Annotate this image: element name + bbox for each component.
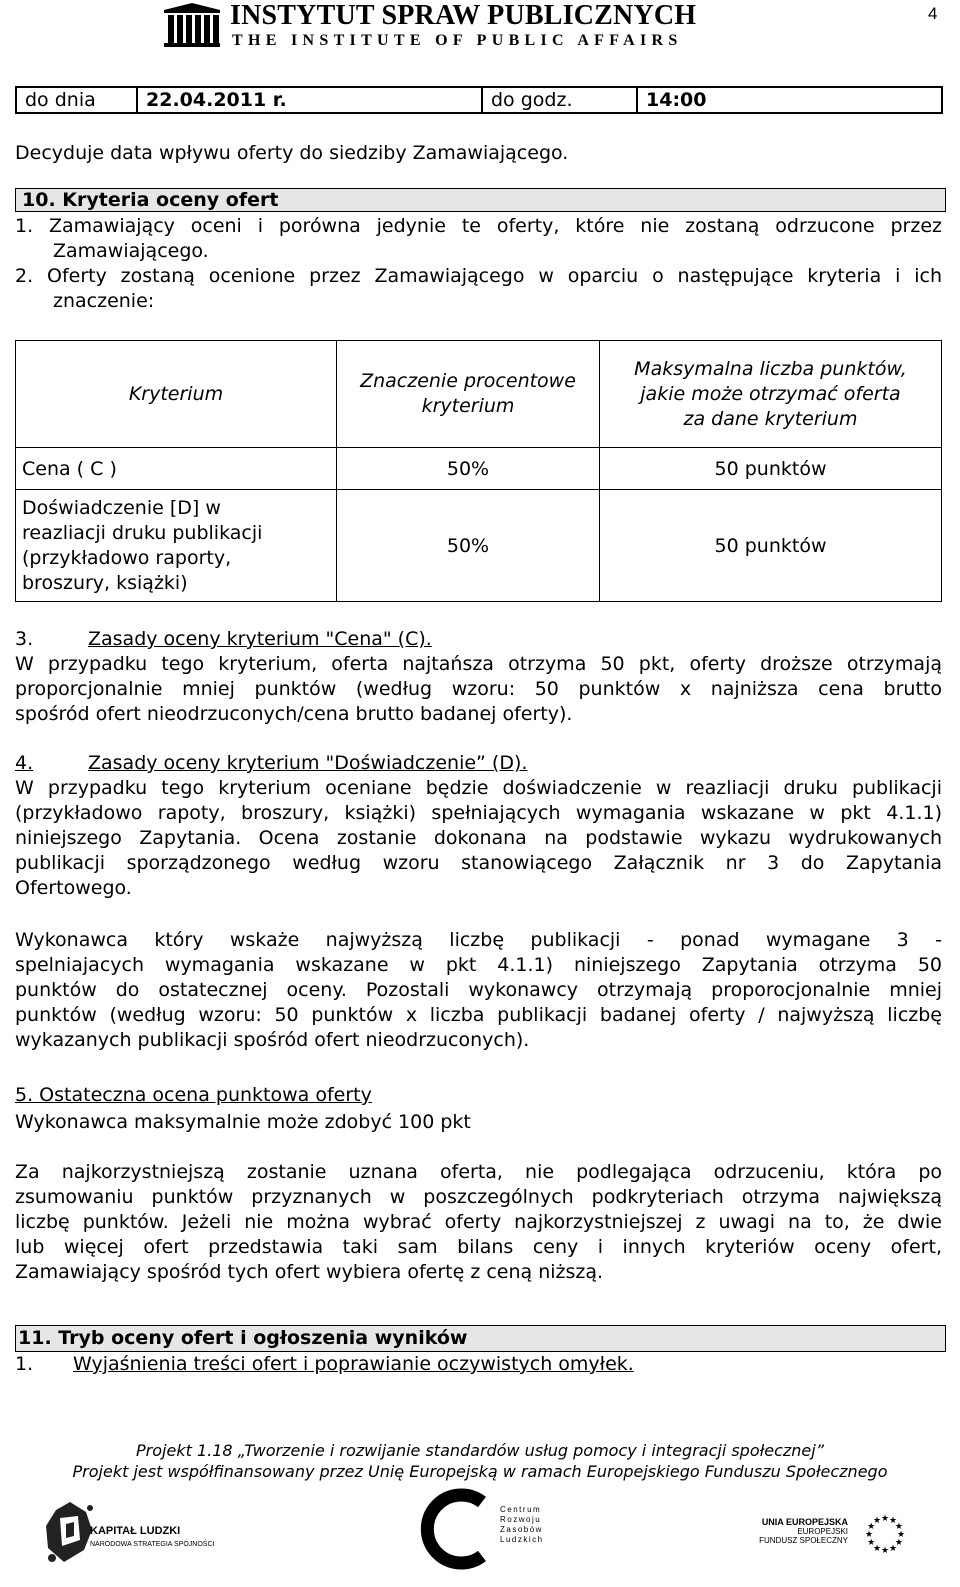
deadline-table — [15, 86, 943, 114]
eu-star-icon: ★ — [880, 1514, 890, 1524]
text-line: punktów do ostatecznej oceny. Pozostali wykonawcy otrzymają proporocjonalnie mniej — [15, 979, 942, 1001]
eu-star-icon: ★ — [872, 1543, 882, 1554]
point5-para — [15, 1160, 942, 1285]
eu-line: EUROPEJSKI — [797, 1527, 848, 1536]
kapital-ludzki-title: KAPITAŁ LUDZKI — [90, 1525, 181, 1537]
point4-para2 — [15, 928, 942, 1053]
text-line: Zamawiający spośród tych ofert wybiera ofertę z ceną niższą. — [15, 1261, 604, 1283]
eu-star-icon: ★ — [867, 1522, 876, 1532]
section11-title: 11. Tryb oceny ofert i ogłoszenia wyników — [18, 1327, 468, 1349]
text-line: punktów (według wzoru: 50 punktów x liczba publikacji badanej oferty / najwyższą liczbę — [15, 1004, 942, 1026]
section10-item1-cont: Zamawiającego. — [53, 240, 209, 262]
kapital-ludzki-subtitle: NARODOWA STRATEGIA SPÓJNOŚCI — [90, 1541, 215, 1548]
eu-line: FUNDUSZ SPOŁECZNY — [759, 1536, 848, 1545]
criteria-header-name — [16, 341, 337, 448]
decides-line: Decyduje data wpływu oferty do siedziby Zamawiającego. — [15, 142, 569, 164]
criteria-row-points: 50 punktów — [600, 448, 942, 490]
text-line: W przypadku tego kryterium, oferta najtańsza otrzyma 50 pkt, oferty droższe otrzymają — [15, 653, 942, 675]
crzl-line: Zasobów — [500, 1525, 543, 1534]
section10-item2 — [15, 264, 942, 289]
text-line: publikacji sporządzonego według wzoru stanowiącego Załącznik nr 3 do Zapytania — [15, 852, 942, 874]
text-line: zsumowaniu punktów przyznanych w poszczególnych podkryteriach otrzyma największą — [15, 1186, 942, 1208]
criteria-row-name — [16, 490, 337, 602]
crzl-line: Rozwoju — [500, 1515, 542, 1524]
section11-item1-num: 1. — [15, 1353, 34, 1375]
deadline-time-label: do godz. — [482, 87, 637, 113]
eu-star-icon: ★ — [888, 1516, 898, 1527]
criteria-row-percent: 50% — [337, 490, 600, 602]
text-line: W przypadku tego kryterium oceniane będzie doświadczenie w reazliacji druku publikacji — [15, 777, 942, 799]
eu-star-icon: ★ — [888, 1543, 898, 1554]
point5-title: 5. Ostateczna ocena punktowa oferty — [15, 1084, 372, 1106]
institute-logo-columns — [162, 2, 222, 48]
section10-title: 10. Kryteria oceny ofert — [22, 189, 279, 211]
crzl-line: Centrum — [500, 1505, 542, 1514]
point3-num: 3. — [15, 628, 34, 650]
crzl-line: Ludzkich — [500, 1535, 544, 1544]
table-row — [16, 448, 942, 490]
text-line: niniejszego Zapytania. Ocena zostanie dokonana na podstawie wykazu wydrukowanych — [15, 827, 942, 849]
crzl-logo — [420, 1488, 496, 1570]
criteria-row-name: Cena ( C ) — [16, 448, 337, 490]
eu-star-icon: ★ — [894, 1538, 903, 1548]
point3-text — [15, 652, 942, 727]
section10-item1 — [15, 214, 942, 239]
text-line: spośród ofert nieodrzuconych/cena brutto badanej oferty). — [15, 703, 573, 725]
deadline-date-label: do dnia — [16, 87, 137, 113]
header-line: Maksymalna liczba punktów, — [634, 357, 907, 380]
text-line: spelniajacych wymagania wskazane w pkt 4.1.1) niniejszego Zapytania otrzyma 50 — [15, 954, 942, 976]
point5-line: Wykonawca maksymalnie może zdobyć 100 pkt — [15, 1111, 471, 1133]
institute-name-pl: INSTYTUT SPRAW PUBLICZNYCH — [230, 0, 697, 31]
footer-project-line: Projekt 1.18 „Tworzenie i rozwijanie standardów usług pomocy i integracji społecznej” — [136, 1441, 824, 1460]
eu-star-icon: ★ — [872, 1516, 882, 1527]
crzl-text — [500, 1505, 544, 1545]
point3-title: Zasady oceny kryterium "Cena" (C). — [88, 628, 432, 650]
criteria-header-points — [600, 341, 942, 448]
institute-name-en: THE INSTITUTE OF PUBLIC AFFAIRS — [232, 32, 683, 49]
criteria-table — [15, 340, 942, 602]
eu-star-icon: ★ — [896, 1530, 906, 1540]
deadline-date: 22.04.2011 r. — [137, 87, 482, 113]
deadline-time: 14:00 — [637, 87, 942, 113]
criteria-row-points: 50 punktów — [600, 490, 942, 602]
section10-item2-cont: znaczenie: — [53, 290, 155, 312]
section10-item2-line: 2. Oferty zostaną ocenione przez Zamawiającego w oparciu o następujące kryteria i ich — [15, 265, 942, 287]
header-line: Kryterium — [128, 382, 224, 405]
criteria-row-percent: 50% — [337, 448, 600, 490]
page-number: 4 — [928, 4, 938, 23]
footer-funding-line: Projekt jest współfinansowany przez Unię Europejską w ramach Europejskiego Funduszu Społecznego — [72, 1462, 888, 1481]
header-line: kryterium — [421, 395, 515, 417]
text-line: liczbę punktów. Jeżeli nie można wybrać oferty najkorzystniejszej z uwagi na to, że dwie — [15, 1211, 942, 1233]
criteria-name-line: Doświadczenie [D] w — [22, 496, 221, 519]
eu-star-icon: ★ — [867, 1538, 876, 1548]
header-line: Znaczenie procentowe — [360, 370, 576, 392]
eu-star-icon: ★ — [864, 1530, 874, 1540]
criteria-header-row — [16, 341, 942, 448]
text-line: wykazanych publikacji spośród ofert nieodrzuconych). — [15, 1029, 530, 1051]
eu-star-icon: ★ — [894, 1522, 903, 1532]
point4-title: Zasady oceny kryterium "Doświadczenie” (D). — [88, 752, 528, 774]
text-line: lub więcej ofert przedstawia taki sam bilans ceny i innych kryteriów oceny ofert, — [15, 1236, 942, 1258]
eu-star-icon: ★ — [880, 1546, 890, 1556]
eu-title: UNIA EUROPEJSKA — [761, 1517, 848, 1527]
point4-num: 4. — [15, 752, 34, 774]
text-line: (przykładowo rapoty, broszury, książki) spełniających wymagania wskazane w pkt 4.1.1) — [15, 802, 942, 824]
text-line: Za najkorzystniejszą zostanie uznana oferta, nie podlegająca odrzuceniu, która po — [15, 1161, 942, 1183]
text-line: Wykonawca który wskaże najwyższą liczbę publikacji - ponad wymagane 3 - — [15, 929, 942, 951]
criteria-name-line: (przykładowo raporty, — [22, 546, 232, 569]
text-line: Ofertowego. — [15, 877, 132, 899]
table-row — [16, 490, 942, 602]
criteria-header-percent — [337, 341, 600, 448]
criteria-name-line: broszury, książki) — [22, 571, 188, 594]
header-line: za dane kryterium — [683, 407, 858, 430]
criteria-name-line: reazliacji druku publikacji — [22, 521, 263, 544]
point4-text — [15, 776, 942, 901]
eu-text — [758, 1517, 848, 1545]
section10-item1-line: 1. Zamawiający oceni i porówna jedynie te oferty, które nie zostaną odrzucone przez — [15, 215, 942, 237]
section11-item1: Wyjaśnienia treści ofert i poprawianie oczywistych omyłek. — [73, 1353, 634, 1375]
text-line: proporcjonalnie mniej punktów (według wzoru: 50 punktów x najniższa cena brutto — [15, 678, 942, 700]
header-line: jakie może otrzymać oferta — [640, 382, 901, 405]
eu-flag-icon — [858, 1512, 912, 1556]
